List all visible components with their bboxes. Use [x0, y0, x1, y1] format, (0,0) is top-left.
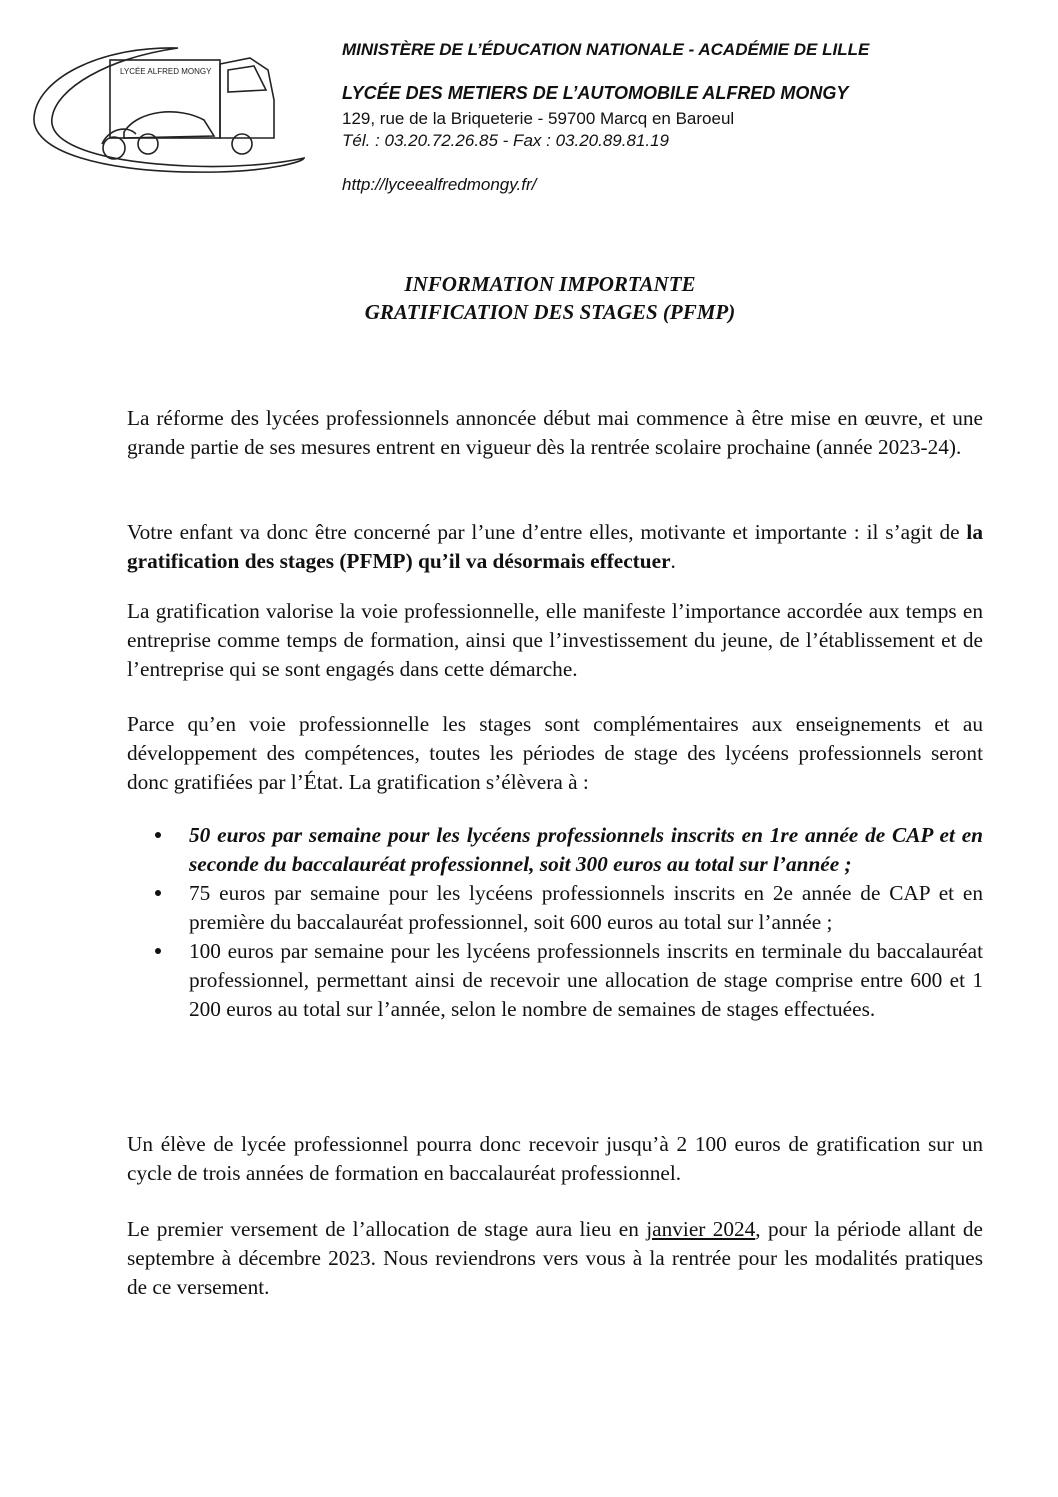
school-logo	[28, 40, 306, 180]
list-item	[127, 821, 983, 879]
document-title: INFORMATION IMPORTANTE	[404, 272, 696, 296]
list-item	[127, 937, 983, 1024]
paragraph-valorisation: La gratification valorise la voie professionnelle, elle manifeste l’importance accordée aux temps en entreprise comme temps de formation, ainsi que l’investissement du jeune, de l’établissement et de l’entreprise qui se sont engagés dans cette démarche.	[127, 599, 983, 681]
list-item-text: 75 euros par semaine pour les lycéens professionnels inscrits en 2e année de CAP et en première du baccalauréat professionnel, soit 600 euros au total sur l’année ;	[189, 881, 983, 934]
ministry-line: MINISTÈRE DE L’ÉDUCATION NATIONALE - ACADÉMIE DE LILLE	[342, 40, 870, 59]
paragraph-emphasis: la gratification des stages (PFMP) qu’il va désormais effectuer	[127, 520, 983, 573]
school-phone-fax: Tél. : 03.20.72.26.85 - Fax : 03.20.89.81.19	[342, 131, 670, 150]
list-item	[127, 879, 983, 937]
list-item-text: 100 euros par semaine pour les lycéens professionnels inscrits en terminale du baccalauréat professionnel, permettant ainsi de recevoir une allocation de stage comprise entre 600 et 1 200 euros au total sur l’année, selon le nombre de semaines de stages effectuées.	[189, 939, 983, 1021]
logo-text: LYCÉE ALFRED MONGY	[120, 67, 212, 76]
school-address: 129, rue de la Briqueterie - 59700 Marcq en Baroeul	[342, 109, 735, 128]
paragraph-first-payment	[127, 1215, 983, 1302]
paragraph-amounts-intro: Parce qu’en voie professionnelle les stages sont complémentaires aux enseignements et au développement des compétences, toutes les périodes de stage des lycéens professionnels seront donc gratifiées par l’État. La gratification s’élèvera à :	[127, 712, 983, 794]
paragraph-concerned	[127, 518, 983, 576]
list-item-text: 50 euros par semaine pour les lycéens professionnels inscrits en 1re année de CAP et en seconde du baccalauréat professionnel, soit 300 euros au total sur l’année ;	[189, 823, 983, 876]
school-website-link[interactable]: http://lyceealfredmongy.fr/	[342, 175, 537, 194]
paragraph-text: Le premier versement de l’allocation de stage aura lieu en	[127, 1217, 647, 1241]
paragraph-reform: La réforme des lycées professionnels annoncée début mai commence à être mise en œuvre, et une grande partie de ses mesures entrent en vigueur dès la rentrée scolaire prochaine (année 2023-24).	[127, 406, 983, 459]
paragraph-text: .	[670, 549, 676, 573]
document-subtitle: GRATIFICATION DES STAGES (PFMP)	[364, 300, 736, 324]
paragraph-text: Votre enfant va donc être concerné par l’une d’entre elles, motivante et importante : il s’agit de	[127, 520, 967, 544]
bullet-icon	[155, 948, 161, 954]
school-name: LYCÉE DES METIERS DE L’AUTOMOBILE ALFRED MONGY	[342, 83, 849, 103]
paragraph-text: , pour la période allant de septembre à décembre 2023. Nous reviendrons vers vous à la rentrée pour les modalités pratiques de ce versement.	[127, 1217, 983, 1299]
amounts-list	[127, 821, 983, 1024]
bullet-icon	[155, 890, 161, 896]
paragraph-total: Un élève de lycée professionnel pourra donc recevoir jusqu’à 2 100 euros de gratification sur un cycle de trois années de formation en baccalauréat professionnel.	[127, 1132, 983, 1185]
bullet-icon	[155, 832, 161, 838]
payment-date: janvier 2024	[646, 1217, 756, 1241]
